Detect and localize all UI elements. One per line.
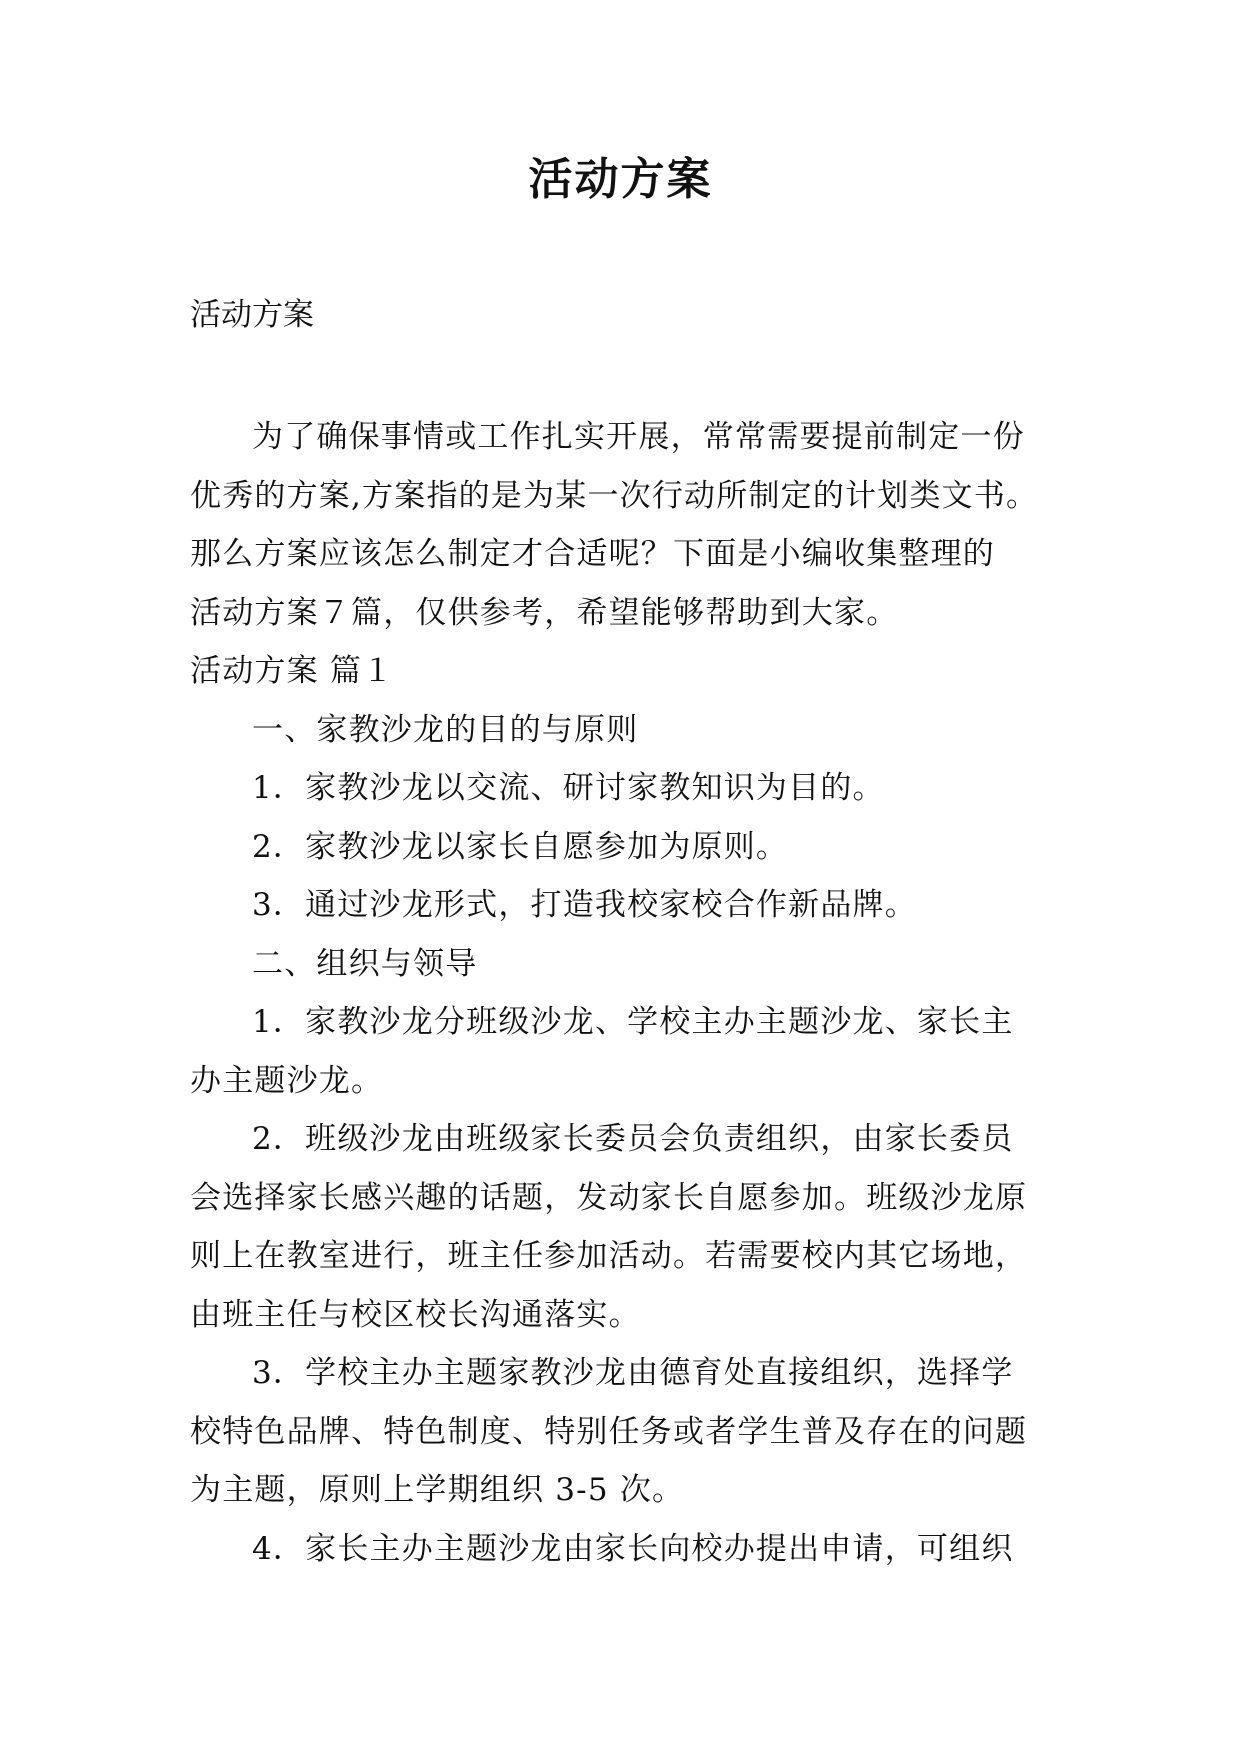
document-body: [190, 408, 1052, 1578]
body-line: 为了确保事情或工作扎实开展，常常需要提前制定一份: [252, 419, 1025, 455]
body-line: 会选择家长感兴趣的话题，发动家长自愿参加。班级沙龙原: [190, 1179, 1028, 1216]
document-subtitle: 活动方案: [190, 297, 314, 333]
body-line: 2．家教沙龙以家长自愿参加为原则。: [252, 828, 789, 865]
body-line: 由班主任与校区校长沟通落实。: [190, 1296, 641, 1333]
body-line: 则上在教室进行，班主任参加活动。若需要校内其它场地，: [190, 1238, 1028, 1274]
body-line: 3．学校主办主题家教沙龙由德育处直接组织，选择学: [252, 1355, 1014, 1391]
body-line: 优秀的方案,方案指的是为某一次行动所制定的计划类文书。: [190, 477, 1039, 514]
body-line: 活动方案 篇１: [190, 653, 395, 689]
body-line: 为主题，原则上学期组织 3-5 次。: [190, 1472, 685, 1508]
body-line: 1．家教沙龙以交流、研讨家教知识为目的。: [252, 770, 885, 806]
body-line: 校特色品牌、特色制度、特别任务或者学生普及存在的问题: [190, 1413, 1028, 1450]
body-line: 活动方案７篇，仅供参考，希望能够帮助到大家。: [190, 594, 899, 631]
body-line: 那么方案应该怎么制定才合适呢？下面是小编收集整理的: [190, 536, 995, 572]
body-line: 4．家长主办主题沙龙由家长向校办提出申请，可组织: [252, 1530, 1014, 1567]
body-line: 2．班级沙龙由班级家长委员会负责组织，由家长委员: [252, 1121, 1014, 1157]
body-line: 二、组织与领导: [252, 945, 478, 982]
body-line: 一、家教沙龙的目的与原则: [252, 711, 639, 748]
document-title: 活动方案: [528, 154, 713, 205]
body-line: 3．通过沙龙形式，打造我校家校合作新品牌。: [252, 887, 917, 923]
body-line: 办主题沙龙。: [190, 1062, 384, 1099]
body-line: 1．家教沙龙分班级沙龙、学校主办主题沙龙、家长主: [252, 1004, 1014, 1040]
